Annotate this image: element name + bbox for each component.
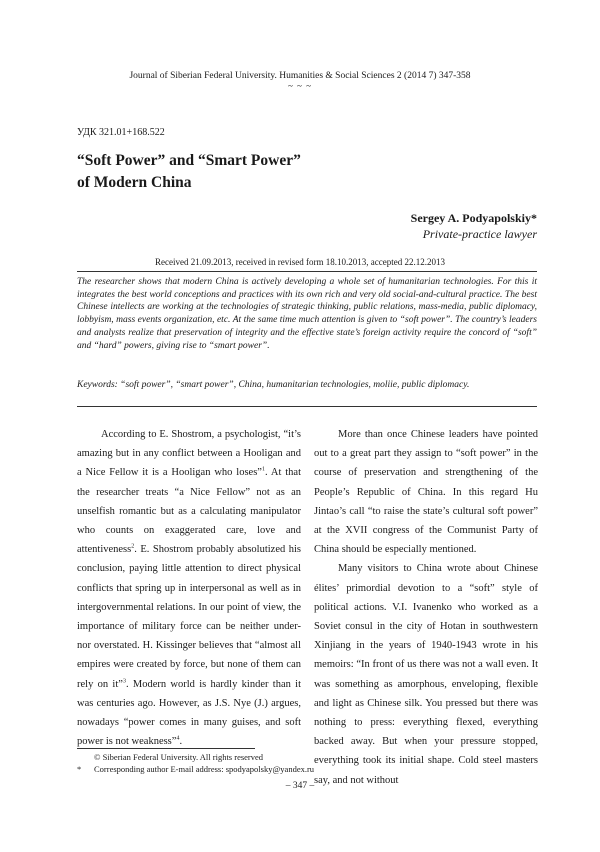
corresponding-author-note — [77, 764, 314, 774]
corresponding-author-text: Corresponding author E-mail address: spodyapolsky@yandex.ru — [94, 764, 315, 774]
author-affiliation: Private-practice lawyer — [422, 227, 537, 241]
title-line-1: “Soft Power” and “Smart Power” — [77, 152, 301, 169]
author-name: Sergey A. Podyapolskiy* — [410, 211, 537, 225]
copyright-note: © Siberian Federal University. All rights reserved — [94, 752, 264, 762]
journal-header: Journal of Siberian Federal University. Humanities & Social Sciences 2 (2014 7) 347-358 — [129, 71, 471, 81]
abstract-top-rule — [77, 271, 537, 272]
udk-code: УДК 321.01+168.522 — [77, 127, 165, 138]
text-run: According to E. Shostrom, a psychologist, “it’s amazing but in any conflict between a Hooligan and a Nice Fellow it is a Hooligan who loses” — [77, 429, 301, 479]
abstract-bottom-rule — [77, 406, 537, 407]
footnote-asterisk: * — [77, 764, 82, 774]
paragraph — [77, 425, 301, 751]
page-number: – 347 – — [285, 781, 315, 791]
text-run: . — [179, 736, 183, 748]
paragraph: More than once Chinese leaders have pointed out to a great part they assign to “soft power” in the course of preservation and strengthening of the People’s Republic of China. In this regard Hu Jintao’s call “to raise the state’s cultural soft power” at the XVII congress of the Communist Party of China should be especially mentioned. — [314, 429, 538, 556]
paragraph: Many visitors to China wrote about Chinese élites’ primordial devotion to a “soft” style of political actions. V.I. Ivanenko who worked as a Soviet consul in the city of Hotan in southwestern Xinjiang in the years of 1940-1943 wrote in his memoirs: “In front of us there was not a wall even. It was something as amorphous, enveloping, flexible and light as Chinese silk. You pressed but there was nothing to press: everything flexed, everything backed away. But when your pressure stopped, everything took its initial shape. Cold steel masters say, and not without — [314, 563, 538, 786]
article-title — [77, 150, 301, 194]
footnote-ref: 2 — [131, 543, 135, 550]
text-run: . Modern world is hardly kinder than it was centuries ago. However, as J.S. Nye (J.) argues, nowadays “power comes in many guises, and soft power is not weakness” — [77, 678, 301, 748]
body-column-right — [314, 425, 538, 790]
text-run: . At that the researcher treats “a Nice Fellow” not as an unselfish romantic but as a calculating manipulator who counts on exaggerated care, love and attentiveness — [77, 467, 302, 556]
footnote-ref: 3 — [122, 678, 126, 685]
footnote-ref: 1 — [261, 466, 265, 473]
footnote-ref: 4 — [176, 735, 180, 742]
footnote-rule — [77, 748, 255, 749]
title-line-2: of Modern China — [77, 174, 192, 191]
abstract: The researcher shows that modern China is actively developing a whole set of humanitarian technologies. For this it integrates the best world conceptions and practices with its own rich and very old social-and-cultural practice. The best Chinese intellects are working at the technologies of strategic thinking, public relations, mass-media, public diplomacy, lobbyism, mass events organization, etc. At the same time much attention is given to “soft power”. The country’s leaders and analysts realize that preservation of integrity and the effective state’s foreign activity require the concord of “soft” and “hard” powers, giving rise to “smart power”. — [77, 277, 537, 351]
text-run: . E. Shostrom probably absolutized his conclusion, paying little attention to direct physical conflicts that spring up in interpersonal as well as in intergovernmental relations. In our point of view, the importance of military force can be neither under- nor overstated. H. Kissinger believes that “almost all empires were created by force, but none of them can rely on it” — [77, 544, 301, 690]
received-dates: Received 21.09.2013, received in revised form 18.10.2013, accepted 22.12.2013 — [155, 257, 445, 267]
header-ornament: ~ ~ ~ — [287, 81, 313, 91]
body-column-left — [77, 425, 301, 751]
keywords: Keywords: “soft power”, “smart power”, China, humanitarian technologies, moliie, public diplomacy. — [77, 380, 470, 390]
